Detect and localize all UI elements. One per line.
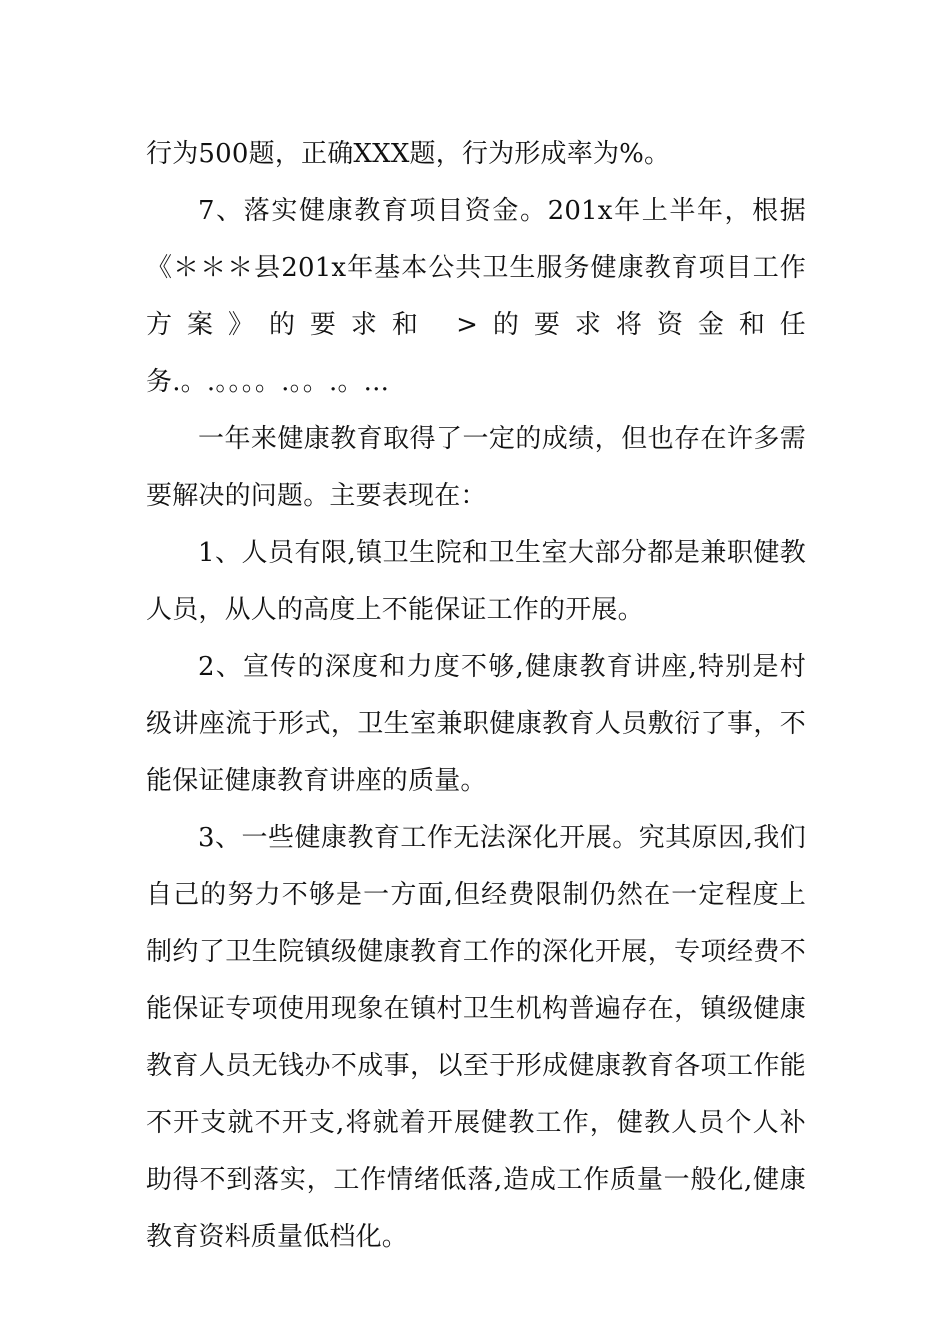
document-body (146, 126, 806, 1266)
paragraph-item-7: 7、落实健康教育项目资金。201x年上半年，根据《＊＊＊县201x年基本公共卫生服务健康教育项目工作方案》的要求和 >的要求将资金和任务.。.。。。。.。。.。... (146, 196, 806, 397)
paragraph-problem-1: 1、人员有限,镇卫生院和卫生室大部分都是兼职健教人员，从人的高度上不能保证工作的开展。 (146, 538, 806, 625)
paragraph-problem-2: 2、宣传的深度和力度不够,健康教育讲座,特别是村级讲座流于形式，卫生室兼职健康教育人员敷衍了事，不能保证健康教育讲座的质量。 (146, 652, 806, 796)
paragraph-summary: 一年来健康教育取得了一定的成绩，但也存在许多需要解决的问题。主要表现在： (146, 424, 806, 511)
paragraph-problem-3: 3、一些健康教育工作无法深化开展。究其原因,我们自己的努力不够是一方面,但经费限制仍然在一定程度上制约了卫生院镇级健康教育工作的深化开展，专项经费不能保证专项使用现象在镇村卫生机构普遍存在，镇级健康教育人员无钱办不成事，以至于形成健康教育各项工作能不开支就不开支,将就着开展健教工作，健教人员个人补助得不到落实，工作情绪低落,造成工作质量一般化,健康教育资料质量低档化。 (146, 823, 806, 1252)
paragraph-continuation: 行为500题，正确XXX题，行为形成率为%。 (146, 139, 671, 169)
